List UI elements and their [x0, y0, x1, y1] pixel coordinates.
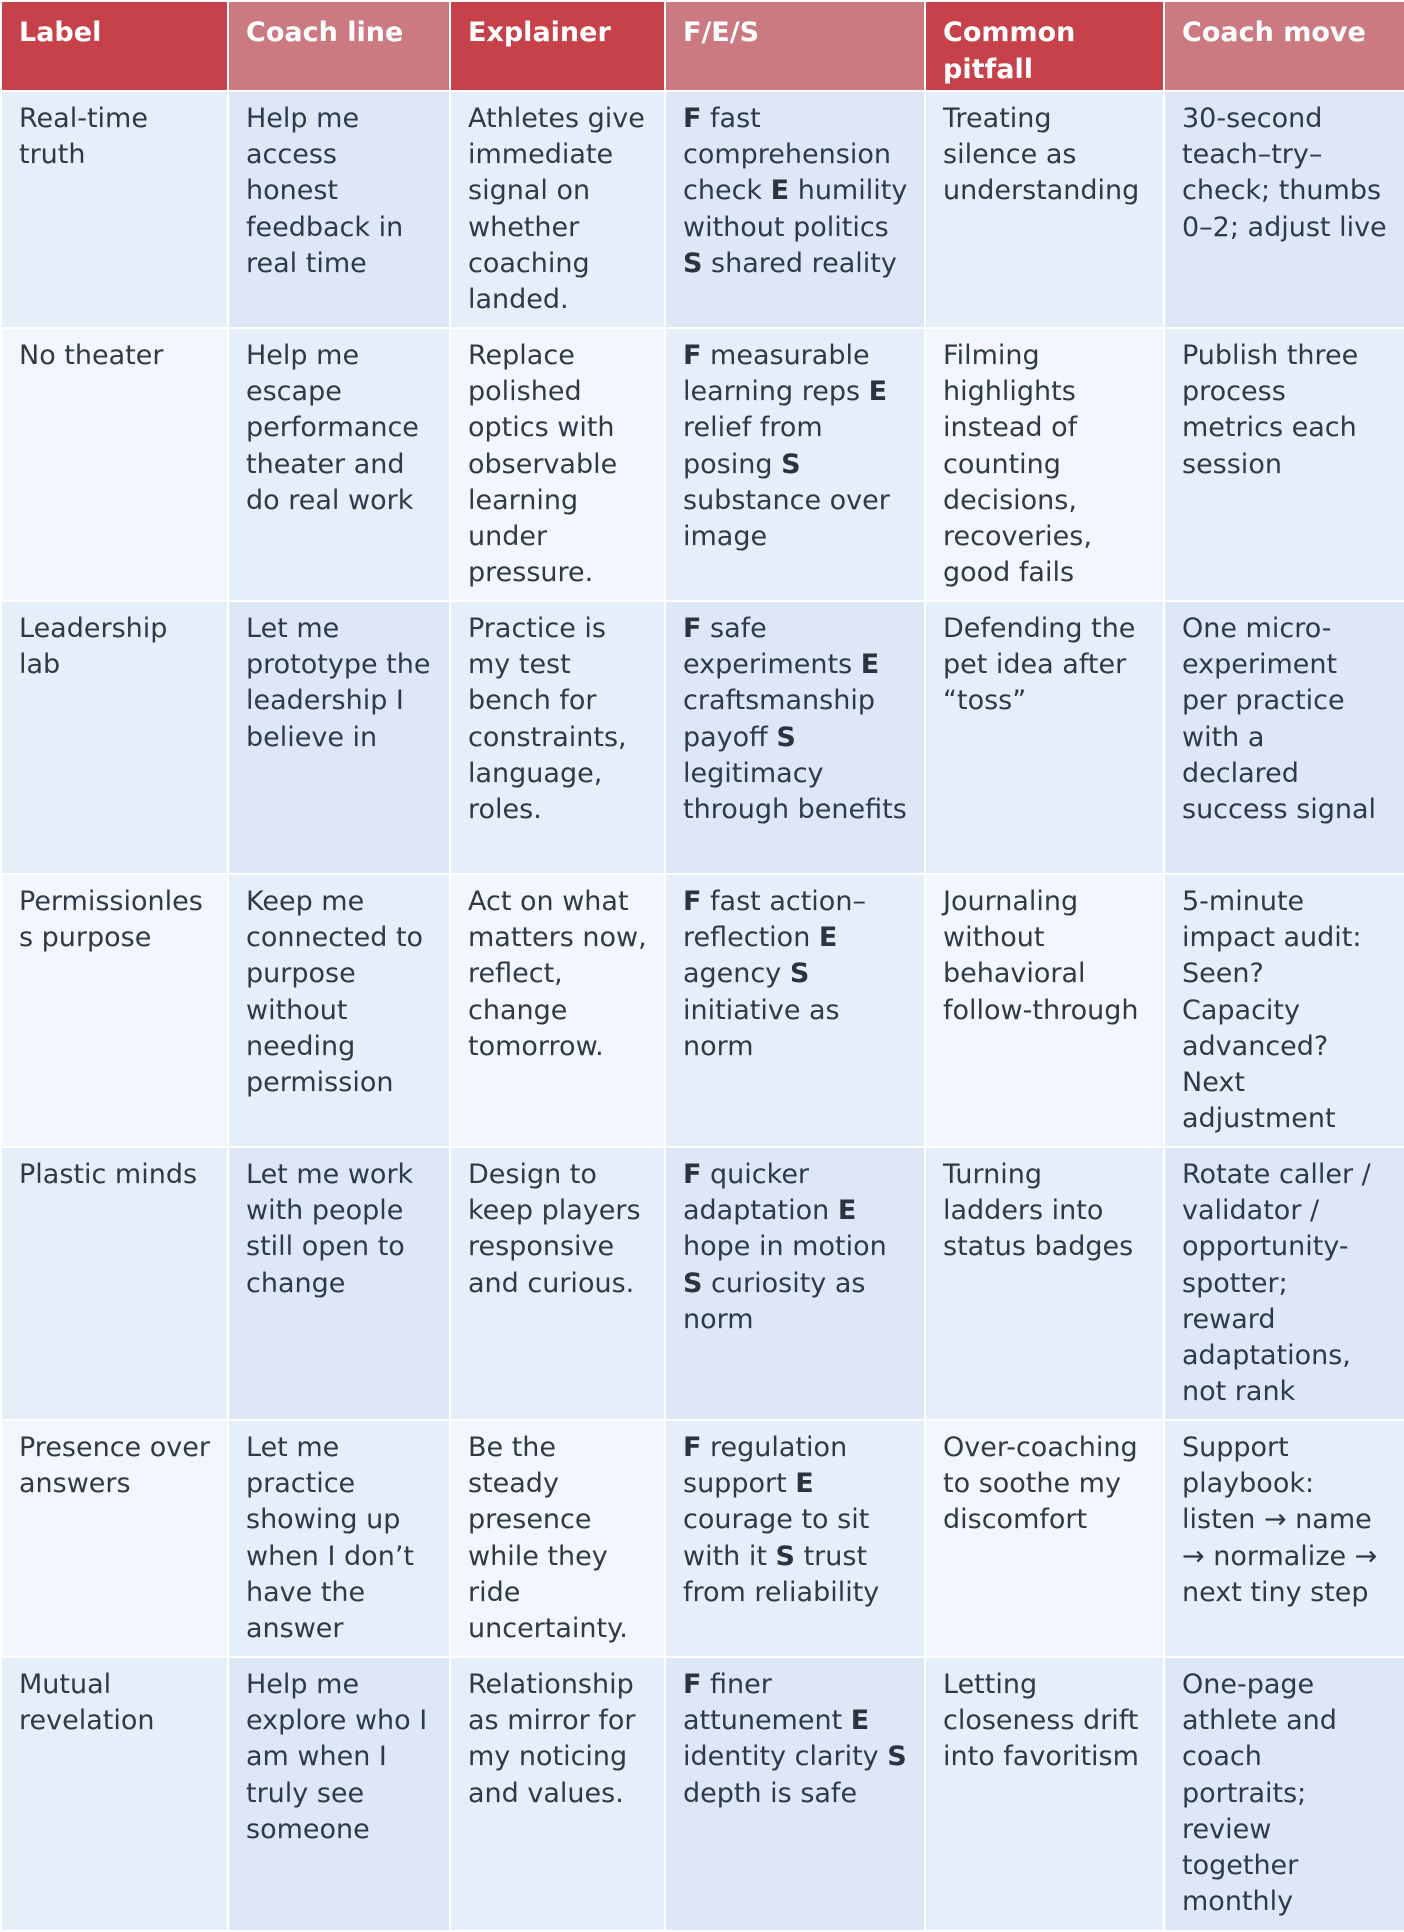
fes-s-text: trust from reliability	[683, 1540, 880, 1608]
label-cell: Mutual revelation	[2, 1658, 227, 1930]
fes-e-text: agency	[683, 958, 782, 990]
fes-cell	[666, 1148, 924, 1419]
coach-line-cell: Let me work with people still open to change	[229, 1148, 449, 1419]
fes-s-text: initiative as norm	[683, 994, 840, 1062]
s-tag: S	[781, 448, 801, 480]
table-header	[2, 2, 1404, 90]
s-tag: S	[776, 721, 796, 753]
e-tag: E	[860, 649, 880, 681]
header-coach-line: Coach line	[229, 2, 449, 90]
table-row	[2, 1148, 1404, 1419]
header-fes: F/E/S	[666, 2, 924, 90]
s-tag: S	[683, 247, 703, 279]
s-tag: S	[789, 958, 810, 990]
label-cell: No theater	[2, 329, 227, 600]
header-explainer: Explainer	[451, 2, 664, 90]
pitfall-cell: Turning ladders into status badges	[926, 1148, 1163, 1419]
e-tag: E	[795, 1468, 814, 1500]
table-row	[2, 875, 1404, 1146]
fes-e-text: craftsmanship payoff	[683, 685, 875, 753]
label-cell: Permissionless purpose	[2, 875, 227, 1146]
coach-line-cell: Keep me connected to purpose without needing permission	[229, 875, 449, 1146]
fes-f-text: safe experiments	[683, 613, 853, 681]
table-row	[2, 1421, 1404, 1656]
s-tag: S	[683, 1267, 703, 1299]
f-tag: F	[683, 613, 702, 644]
pitfall-cell: Treating silence as understanding	[926, 92, 1163, 327]
pitfall-cell: Letting closeness drift into favoritism	[926, 1658, 1163, 1930]
pitfall-cell: Filming highlights instead of counting decisions, recoveries, good fails	[926, 329, 1163, 600]
coach-line-cell: Let me prototype the leadership I believe in	[229, 602, 449, 873]
coach-move-cell: Rotate caller / validator / opportunity-spotter; reward adaptations, not rank	[1165, 1148, 1404, 1419]
fes-f-text: finer attunement	[683, 1669, 843, 1737]
f-tag: F	[683, 1432, 702, 1463]
fes-e-text: hope in motion	[683, 1231, 887, 1263]
fes-f-text: fast action–reflection	[683, 886, 866, 954]
header-label: Label	[2, 2, 227, 90]
table-row	[2, 92, 1404, 327]
explainer-cell: Design to keep players responsive and curious.	[451, 1148, 664, 1419]
coach-move-cell: 5-minute impact audit: Seen? Capacity advanced? Next adjustment	[1165, 875, 1404, 1146]
f-tag: F	[683, 103, 702, 134]
fes-s-text: curiosity as norm	[683, 1267, 866, 1335]
header-coach-move: Coach move	[1165, 2, 1404, 90]
header-row	[2, 2, 1404, 90]
fes-s-text: legitimacy through benefits	[683, 757, 907, 826]
table-row	[2, 329, 1404, 600]
label-cell: Leadership lab	[2, 602, 227, 873]
fes-cell	[666, 602, 924, 873]
fes-cell	[666, 329, 924, 600]
fes-f-text: fast comprehension check	[683, 103, 891, 207]
fes-cell	[666, 92, 924, 327]
f-tag: F	[683, 1669, 702, 1700]
fes-s-text: shared reality	[711, 247, 897, 279]
fes-cell	[666, 875, 924, 1146]
label-cell: Real-time truth	[2, 92, 227, 327]
fes-f-text: quicker adaptation	[683, 1159, 830, 1227]
fes-s-text: substance over image	[683, 484, 890, 553]
label-cell: Presence over answers	[2, 1421, 227, 1656]
coach-move-cell: One micro-experiment per practice with a declared success signal	[1165, 602, 1404, 873]
explainer-cell: Practice is my test bench for constraints, language, roles.	[451, 602, 664, 873]
pitfall-cell: Over-coaching to soothe my discomfort	[926, 1421, 1163, 1656]
coach-move-cell: Publish three process metrics each session	[1165, 329, 1404, 600]
coach-line-cell: Help me escape performance theater and do real work	[229, 329, 449, 600]
header-common-pitfall: Common pitfall	[926, 2, 1163, 90]
table-body	[2, 92, 1404, 1930]
fes-e-text: relief from posing	[683, 412, 823, 480]
coach-move-cell: One-page athlete and coach portraits; review together monthly	[1165, 1658, 1404, 1930]
explainer-cell: Athletes give immediate signal on whether coaching landed.	[451, 92, 664, 327]
e-tag: E	[770, 175, 790, 207]
coach-line-cell: Let me practice showing up when I don’t have the answer	[229, 1421, 449, 1656]
f-tag: F	[683, 340, 702, 371]
table-row	[2, 1658, 1404, 1930]
coach-move-cell: Support playbook: listen → name → normalize → next tiny step	[1165, 1421, 1404, 1656]
explainer-cell: Be the steady presence while they ride uncertainty.	[451, 1421, 664, 1656]
f-tag: F	[683, 1159, 702, 1190]
fes-s-text: depth is safe	[683, 1777, 858, 1809]
explainer-cell: Relationship as mirror for my noticing and values.	[451, 1658, 664, 1930]
explainer-cell: Act on what matters now, reflect, change tomorrow.	[451, 875, 664, 1146]
e-tag: E	[850, 1705, 870, 1737]
s-tag: S	[775, 1540, 795, 1572]
explainer-cell: Replace polished optics with observable learning under pressure.	[451, 329, 664, 600]
fes-cell	[666, 1421, 924, 1656]
table-row	[2, 602, 1404, 873]
fes-e-text: courage to sit with it	[683, 1504, 870, 1572]
s-tag: S	[887, 1741, 907, 1773]
coach-line-cell: Help me access honest feedback in real time	[229, 92, 449, 327]
fes-e-text: identity clarity	[683, 1741, 879, 1773]
coach-line-cell: Help me explore who I am when I truly see someone	[229, 1658, 449, 1930]
label-cell: Plastic minds	[2, 1148, 227, 1419]
e-tag: E	[818, 922, 838, 954]
fes-f-text: measurable learning reps	[683, 340, 870, 408]
e-tag: E	[837, 1195, 857, 1227]
fes-e-text: humility without politics	[683, 175, 908, 243]
f-tag: F	[683, 886, 702, 917]
pitfall-cell: Defending the pet idea after “toss”	[926, 602, 1163, 873]
fes-f-text: regulation support	[683, 1432, 848, 1500]
fes-cell	[666, 1658, 924, 1930]
coach-move-cell: 30-second teach–try–check; thumbs 0–2; adjust live	[1165, 92, 1404, 327]
pitfall-cell: Journaling without behavioral follow-through	[926, 875, 1163, 1146]
e-tag: E	[868, 376, 888, 408]
